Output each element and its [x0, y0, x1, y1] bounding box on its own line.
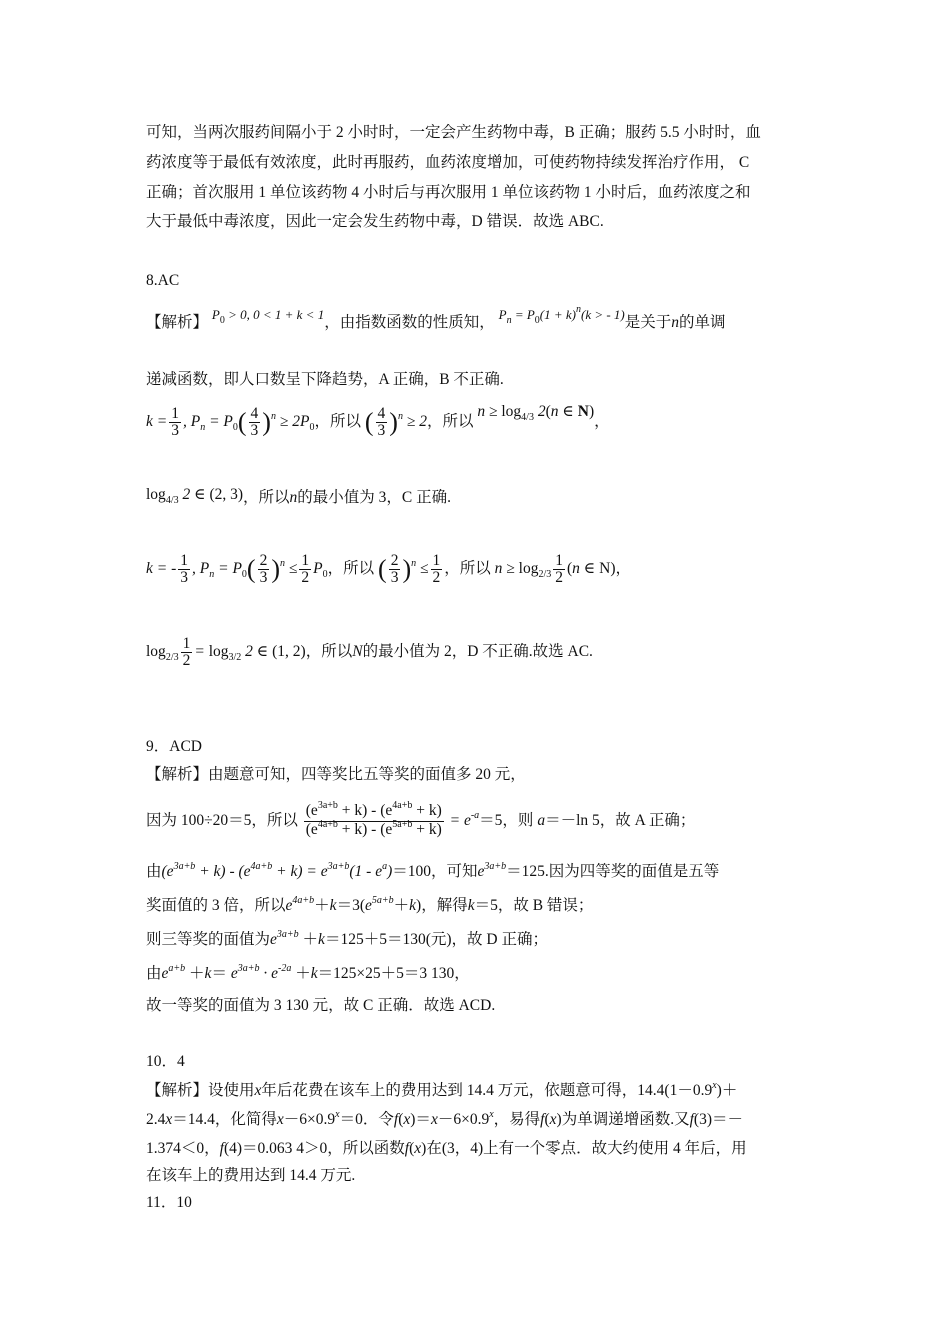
text: 在(3，4)上有一个零点．故大约使用 4 年后，用 — [426, 1140, 747, 1157]
q9-line2 — [146, 800, 696, 840]
q8-line4 — [146, 488, 451, 510]
var-k: k — [467, 897, 475, 914]
q10-line2 — [146, 1110, 743, 1132]
q10-answer: 10．4 — [146, 1053, 185, 1070]
q9-line4 — [146, 896, 593, 918]
exp-x: x — [712, 1080, 717, 1091]
text: ＝100，可知 — [392, 863, 478, 880]
text: ＝14.4，化简得 — [172, 1111, 277, 1128]
formula-ineq: ( $\frac{4}{3}$ )$^n$ ≥ 2 — [364, 405, 427, 439]
q8-line3 — [146, 403, 610, 439]
q10-line4: 在该车上的费用达到 14.4 万元. — [146, 1167, 356, 1184]
text: ，所以 — [426, 413, 474, 431]
text: ， — [594, 413, 610, 431]
text: ，所以 — [327, 560, 375, 578]
text: ＋ — [393, 897, 410, 914]
text: )＋ — [716, 1082, 738, 1099]
text: 的最小值为 3，C 正确. — [297, 489, 452, 506]
text: 【解析】设使用 — [146, 1082, 255, 1099]
text: ，所以 — [444, 560, 491, 578]
formula-e4ab: $e^{4a+b}$ — [285, 895, 315, 914]
q9-line6 — [146, 964, 470, 986]
text: ＝－ln 5，故 A 正确； — [545, 812, 696, 830]
text: ＝3( — [336, 897, 365, 914]
var-N: N — [352, 643, 363, 661]
text: 奖面值的 3 倍，所以 — [146, 897, 286, 914]
text: ＝0．令 — [339, 1111, 394, 1128]
fx: f(x)＝x — [393, 1111, 438, 1128]
text: 因为 100÷20＝5，所以 — [146, 812, 298, 830]
q9-line5 — [146, 930, 548, 952]
text: －6×0.9 — [437, 1111, 490, 1128]
text: ，所以 — [243, 489, 290, 506]
q8-line6 — [146, 636, 593, 669]
text: ＝5，则 — [479, 812, 534, 830]
formula-log-range2: $\log_{2/3}$ $\frac{1}{2}$ = $\log_{3/2} 2$ ∈ (1, 2) — [146, 635, 306, 669]
q8-line1 — [146, 304, 726, 335]
formula-p0: P0 > 0, 0 < 1 + k < 1 — [211, 307, 325, 326]
text: 1.374＜0， — [146, 1140, 220, 1157]
f3: f(3) — [689, 1111, 712, 1128]
text: ，由指数函数的性质知， — [324, 314, 495, 331]
formula-k-neg-third: k = - $\frac{1}{3}$ , $P_n = P_0$( $\frac{2}{3}$ )$^n$ ≤ $\frac{1}{2}$ $P_0$ — [146, 552, 328, 586]
var-k: k — [409, 897, 417, 914]
var-n: n — [671, 314, 680, 331]
q9-line1: 【解析】由题意可知，四等奖比五等奖的面值多 20 元， — [146, 766, 526, 783]
text: 2.4 — [146, 1111, 166, 1128]
text: －6×0.9 — [283, 1111, 336, 1128]
formula-ratio: $\frac{(e^{3a+b} + k) - (e^{4a+b} + k)}{(e^{4a+b} + k) - (e^{5a+b} + k)}$ = $e^{-a}$ — [305, 800, 480, 838]
text: ＝5，故 B 错误； — [474, 897, 594, 914]
q8-line5 — [146, 553, 631, 586]
fx: f(x) — [404, 1140, 427, 1157]
formula-n-log2: $n \ge \log_{2/3}$ $\frac{1}{2}$ (n ∈ N) — [494, 552, 616, 586]
text: ，所以 — [305, 643, 353, 661]
text: 的单调 — [679, 314, 726, 331]
text: )，解得 — [416, 897, 468, 914]
text: 年后花费在该车上的费用达到 14.4 万元，依题意可得，14.4(1－0.9 — [261, 1082, 713, 1099]
text: ， — [615, 560, 632, 578]
text: ＋ — [314, 897, 330, 914]
text: 的最小值为 2，D 不正确.故选 AC. — [362, 643, 593, 661]
para-line: 正确；首次服用 1 单位该药物 4 小时后与再次服用 1 单位该药物 1 小时后，血药浓度之和 — [146, 184, 751, 201]
var-a: a — [537, 812, 546, 830]
formula-k-third: k = $\frac{1}{3}$ , $P_n = P_0$( $\frac{4}{3}$ )$^n \ge 2P_0$ — [146, 405, 315, 439]
text: ＝125＋5＝130(元)，故 D 正确； — [324, 931, 548, 948]
formula-e3ab-k: $e^{3a+b} +k$ — [270, 929, 325, 948]
var-x: x — [165, 1111, 173, 1128]
var-x: x — [276, 1111, 284, 1128]
text: 由 — [146, 965, 162, 982]
formula-first-prize: $e^{a+b} +k= e^{3a+b} \cdot e^{-2a} +k$ — [161, 963, 318, 982]
text: ，所以 — [314, 413, 361, 431]
q9-answer: 9．ACD — [146, 738, 202, 755]
formula-n-log: $n \ge \log_{4/3} 2(n$ ∈ N) — [477, 403, 595, 424]
text: ＝125×25＋5＝3 130， — [317, 965, 470, 982]
formula-pn: Pn = P0(1 + k)n(k > - 1) — [498, 304, 625, 326]
q8-line2: 递减函数，即人口数呈下降趋势，A 正确，B 不正确. — [146, 371, 504, 388]
formula-e3ab: $e^{3a+b}$ — [477, 861, 507, 880]
para-line: 大于最低中毒浓度，因此一定会发生药物中毒，D 错误．故选 ABC. — [146, 213, 604, 230]
fx: f(x) — [540, 1111, 562, 1128]
formula-e5ab: $e^{5a+b}$ — [364, 895, 394, 914]
text: 则三等奖的面值为 — [146, 931, 271, 948]
text: ＝0.063 4＞0，所以函数 — [242, 1140, 405, 1157]
text: ＝125.因为四等奖的面值是五等 — [506, 863, 720, 880]
exp-x: x — [335, 1109, 340, 1120]
text: ＝－ — [712, 1111, 744, 1128]
para-line: 药浓度等于最低有效浓度，此时再服药，血药浓度增加，可使药物持续发挥治疗作用， C — [146, 154, 750, 171]
analysis-tag: 【解析】 — [146, 314, 209, 331]
formula-ineq2: ( $\frac{2}{3}$ )$^n$ ≤ $\frac{1}{2}$ — [378, 552, 441, 586]
f4: f(4) — [219, 1140, 243, 1157]
text: 为单调递增函数.又 — [561, 1111, 690, 1128]
exp-x: x — [489, 1109, 494, 1120]
para-line: 可知，当两次服药间隔小于 2 小时时，一定会产生药物中毒，B 正确；服药 5.5 小时时，血 — [146, 124, 761, 141]
q11-answer: 11．10 — [146, 1194, 192, 1211]
text: 由 — [146, 863, 162, 880]
q10-line3 — [146, 1139, 747, 1159]
var-x: x — [254, 1082, 262, 1099]
formula-diff: $(e^{3a+b} + k) - (e^{4a+b} + k) = e^{3a+b}(1 - e^a)$ — [161, 861, 393, 880]
var-k: k — [329, 897, 337, 914]
q9-line3 — [146, 862, 719, 884]
q10-line1 — [146, 1081, 737, 1103]
formula-log-range: $\log_{4/3} 2$ ∈ (2, 3) — [146, 486, 244, 506]
var-n: n — [289, 489, 298, 506]
q9-line7: 故一等奖的面值为 3 130 元，故 C 正确．故选 ACD. — [146, 997, 496, 1014]
q8-answer: 8.AC — [146, 272, 180, 289]
text: ，易得 — [493, 1111, 541, 1128]
text: 是关于 — [624, 314, 672, 331]
